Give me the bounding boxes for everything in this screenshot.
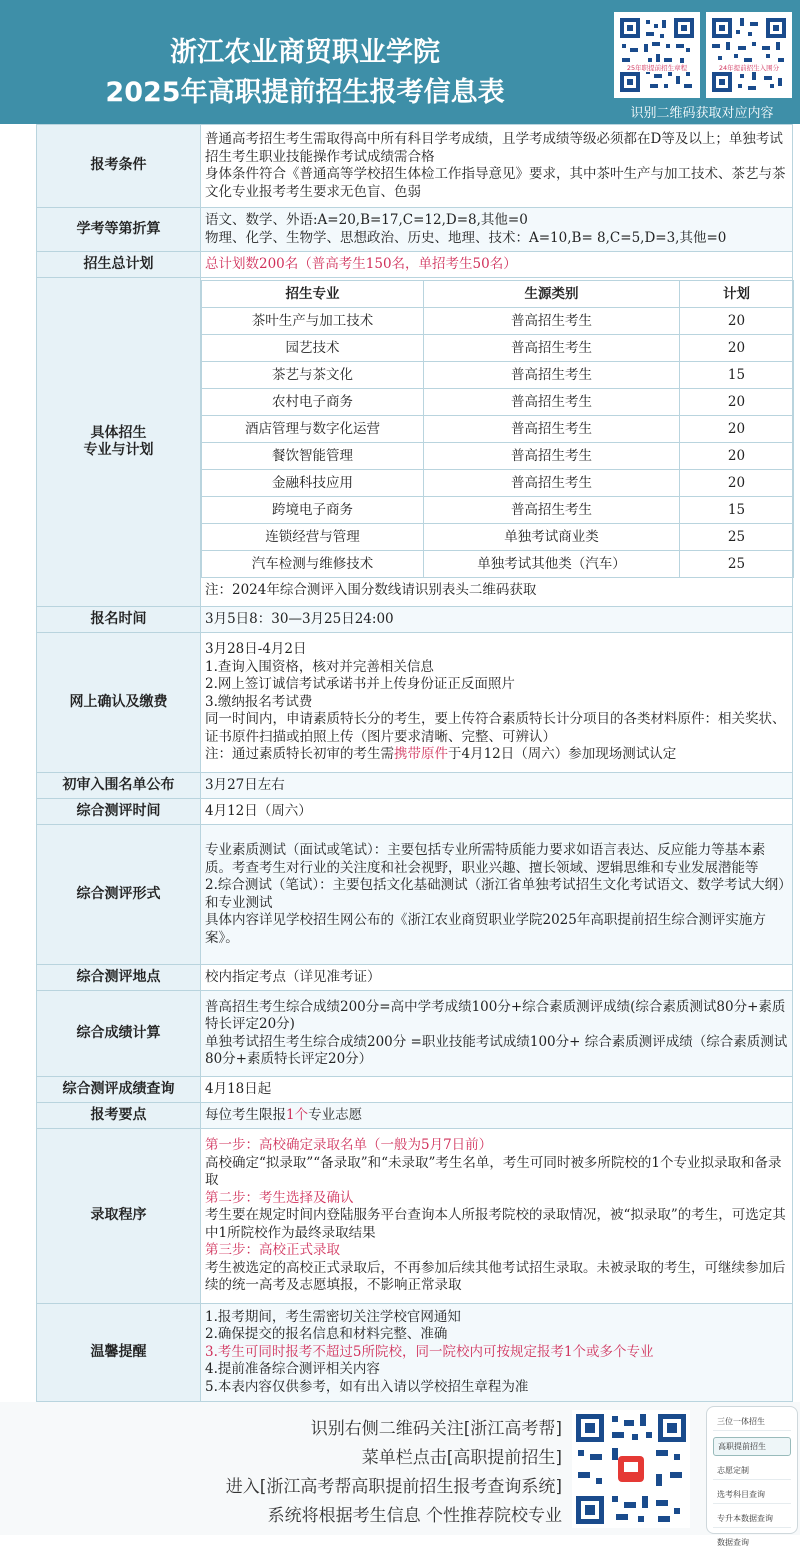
label-first-review: 初审入围名单公布 [37,773,201,799]
admission-step1-title: 第一步：高校确定录取名单（一般为5月7日前） [205,1137,493,1154]
reminder-line2: 2.确保提交的报名信息和材料完整、准确 [205,1326,448,1343]
value-eval-place: 校内指定考点（详见准考证） [201,965,793,991]
row-eval-form [37,825,793,965]
plan-count: 20 [680,470,794,497]
plan-row [202,416,794,443]
phone-menu-mockup [706,1406,798,1547]
value-total-plan: 总计划数200名（普高考生150名，单招考生50名） [201,252,793,278]
plan-source: 单独考试商业类 [424,524,680,551]
conditions-line1: 普通高考招生考生需取得高中所有科目学考成绩，且学考成绩等级必须都在D等及以上；单独考试招生考生职业技能操作考试成绩需合格 [205,131,783,165]
key-points-c: 专业志愿 [308,1106,363,1123]
label-grade-conversion: 学考等第折算 [37,208,201,252]
majors-note: 注：2024年综合测评入围分数线请识别表头二维码获取 [205,582,537,599]
conditions-line2: 身体条件符合《普通高等学校招生体检工作指导意见》要求，其中茶叶生产与加工技术、茶艺与茶文化专业报考考生要求无色盲、色弱 [205,166,786,200]
qr-code-footer-icon [572,1410,690,1528]
plan-header-source: 生源类别 [424,281,680,308]
plan-source: 普高招生考生 [424,308,680,335]
row-reminder [37,1304,793,1402]
plan-row [202,497,794,524]
confirm-line3: 2.网上签订诚信考试承诺书并上传身份证正反面照片 [205,676,515,693]
plan-row [202,443,794,470]
footer-line2: 菜单栏点击[高职提前招生] [361,1448,562,1468]
row-eval-place [37,965,793,991]
score-line2: 单独考试招生考生综合成绩200分 =职业技能考试成绩100分+ 综合素质测评成绩（综合素质测试80分+素质特长评定20分） [205,1033,788,1067]
menu-item: 选考科目查询 [713,1486,791,1504]
value-eval-form [201,825,793,965]
qr-right-caption: 24年提前招生入围分 [718,64,780,72]
plan-major: 汽车检测与维修技术 [202,551,424,578]
row-online-confirm [37,633,793,773]
qr-code-footer[interactable] [572,1410,690,1528]
plan-source: 普高招生考生 [424,416,680,443]
plan-row [202,389,794,416]
plan-row [202,362,794,389]
label-majors-line1: 具体招生 [90,424,147,441]
confirm-line4: 3.缴纳报名考试费 [205,693,313,710]
value-online-confirm [201,633,793,773]
plan-source: 普高招生考生 [424,335,680,362]
admission-step3-title: 第三步：高校正式录取 [205,1242,340,1259]
plan-major: 跨境电子商务 [202,497,424,524]
label-score-query: 综合测评成绩查询 [37,1077,201,1103]
confirm-line6 [205,746,788,764]
label-total-plan: 招生总计划 [37,252,201,278]
plan-count: 20 [680,389,794,416]
plan-row [202,308,794,335]
left-margin [0,124,36,1402]
confirm-note-highlight: 携带原件 [394,746,448,763]
row-total-plan [37,252,793,278]
value-reminder [201,1304,793,1402]
qr-hint: 识别二维码获取对应内容 [630,106,774,121]
plan-row [202,524,794,551]
plan-header-major: 招生专业 [202,281,424,308]
row-score-query [37,1077,793,1103]
value-eval-time: 4月12日（周六） [201,799,793,825]
plan-source: 普高招生考生 [424,470,680,497]
grade-line2: 物理、化学、生物学、思想政治、历史、地理、技术：A=10,B= 8,C=5,D=3,其他=0 [205,229,727,246]
confirm-note-c: 于4月12日（周六）参加现场测试认定 [448,746,677,763]
plan-count: 20 [680,335,794,362]
plan-major: 园艺技术 [202,335,424,362]
grade-line1: 语文、数学、外语:A=20,B=17,C=12,D=8,其他=0 [205,212,528,228]
plan-count: 15 [680,362,794,389]
label-score-calc: 综合成绩计算 [37,991,201,1077]
plan-count: 15 [680,497,794,524]
row-admission [37,1129,793,1304]
row-majors [37,278,793,607]
admission-step2-text: 考生要在规定时间内登陆服务平台查询本人所报考院校的录取情况，被“拟录取”的考生，可选定其中1所院校作为最终录取结果 [205,1207,786,1241]
plan-source: 普高招生考生 [424,443,680,470]
menu-item: 三位一体招生 [713,1413,791,1431]
qr-code-right-icon [708,14,790,96]
menu-item-active: 高职提前招生 [713,1437,791,1456]
qr-code-left-icon [616,14,698,96]
admission-step1-text: 高校确定“拟录取”“备录取”和“未录取”考生名单，考生可同时被多所院校的1个专业拟录取和备录取 [205,1154,782,1189]
label-reg-time: 报名时间 [37,607,201,633]
label-conditions: 报考条件 [37,125,201,208]
menu-bottom: 数据查询 [717,1538,749,1547]
value-first-review: 3月27日左右 [201,773,793,799]
label-eval-time: 综合测评时间 [37,799,201,825]
reminder-line1: 1.报考期间，考生需密切关注学校官网通知 [205,1308,461,1325]
plan-major: 金融科技应用 [202,470,424,497]
value-key-points [201,1103,793,1129]
value-reg-time: 3月5日8：30—3月25日24:00 [201,607,793,633]
footer-line4: 系统将根据考生信息 个性推荐院校专业 [267,1506,562,1526]
label-majors [37,278,201,607]
qr-left-caption: 25年职提前招生章程 [626,64,688,72]
row-reg-time [37,607,793,633]
label-reminder: 温馨提醒 [37,1304,201,1402]
header-banner [0,0,800,124]
eval-form-line1: 专业素质测试（面试或笔试）：主要包括专业所需特质能力要求如语言表达、反应能力等基本素质。考查考生对行业的关注度和社会视野，职业兴趣、擅长领域、逻辑思维和专业发展潜能等 [205,842,766,876]
plan-source: 单独考试其他类（汽车） [424,551,680,578]
eval-form-line2: 2.综合测试（笔试）：主要包括文化基础测试（浙江省单独考试招生文化考试语文、数学考试大纲）和专业测试 [205,877,785,911]
plan-major: 茶叶生产与加工技术 [202,308,424,335]
key-points-a: 每位考生限报 [205,1106,286,1123]
plan-major: 农村电子商务 [202,389,424,416]
confirm-line5: 同一时间内，申请素质特长分的考生，要上传符合素质特长计分项目的各类材料原件：相关奖状、证书原件扫描或拍照上传（图片要求清晰、完整、可辨认） [205,711,786,745]
reminder-line3: 3.考生可同时报考不超过5所院校，同一院校内可按规定报考1个或多个专业 [205,1343,654,1360]
qr-code-left[interactable] [614,12,700,98]
admission-step2-title: 第二步：考生选择及确认 [205,1189,354,1206]
majors-plan-cell [201,278,793,607]
score-line1: 普高招生考生综合成绩200分=高中学考成绩100分+综合素质测评成绩(综合素质测试80分+素质特长评定20分) [205,998,786,1032]
plan-count: 25 [680,551,794,578]
label-admission: 录取程序 [37,1129,201,1304]
label-key-points: 报考要点 [37,1103,201,1129]
label-eval-form: 综合测评形式 [37,825,201,965]
row-key-points [37,1103,793,1129]
value-admission [201,1129,793,1304]
plan-count: 25 [680,524,794,551]
reminder-line5: 5.本表内容仅供参考，如有出入请以学校招生章程为准 [205,1378,529,1395]
label-majors-line2: 专业与计划 [83,442,154,458]
label-eval-place: 综合测评地点 [37,965,201,991]
row-eval-time [37,799,793,825]
plan-header-row [202,281,794,308]
plan-major: 茶艺与茶文化 [202,362,424,389]
value-score-query: 4月18日起 [201,1077,793,1103]
menu-item: 志愿定制 [713,1462,791,1480]
label-online-confirm: 网上确认及缴费 [37,633,201,773]
plan-source: 普高招生考生 [424,497,680,524]
reminder-line4: 4.提前准备综合测评相关内容 [205,1361,380,1378]
row-first-review [37,773,793,799]
plan-row [202,551,794,578]
menu-item: 专升本数据查询 [713,1510,791,1528]
majors-plan-table [201,280,794,578]
value-grade-conversion [201,208,793,252]
qr-code-right[interactable] [706,12,792,98]
plan-count: 20 [680,416,794,443]
plan-source: 普高招生考生 [424,362,680,389]
row-score-calc [37,991,793,1077]
plan-row [202,470,794,497]
key-points-highlight: 1个 [286,1106,309,1123]
plan-header-plan: 计划 [680,281,794,308]
value-conditions [201,125,793,208]
plan-count: 20 [680,443,794,470]
plan-row [202,335,794,362]
footer-line3: 进入[浙江高考帮高职提前招生报考查询系统] [225,1477,562,1497]
eval-form-line3: 具体内容详见学校招生网公布的《浙江农业商贸职业学院2025年高职提前招生综合测评实施方案》。 [205,912,766,946]
footer-line1: 识别右侧二维码关注[浙江高考帮] [310,1419,562,1439]
confirm-note-a: 注：通过素质特长初审的考生需 [205,746,394,763]
plan-source: 普高招生考生 [424,389,680,416]
confirm-line2: 1.查询入围资格，核对并完善相关信息 [205,658,434,675]
plan-major: 酒店管理与数字化运营 [202,416,424,443]
row-conditions [37,125,793,208]
row-grade-conversion [37,208,793,252]
info-table [36,124,793,1402]
plan-major: 连锁经营与管理 [202,524,424,551]
page-title-table: 2025年高职提前招生报考信息表 [105,77,505,108]
plan-count: 20 [680,308,794,335]
plan-major: 餐饮智能管理 [202,443,424,470]
page-title-school: 浙江农业商贸职业学院 [170,37,440,68]
confirm-line1: 3月28日-4月2日 [205,641,307,658]
value-score-calc [201,991,793,1077]
admission-step3-text: 考生被选定的高校正式录取后，不再参加后续其他考试招生录取。未被录取的考生，可继续参加后续的统一高考及志愿填报，不影响正常录取 [205,1259,786,1294]
